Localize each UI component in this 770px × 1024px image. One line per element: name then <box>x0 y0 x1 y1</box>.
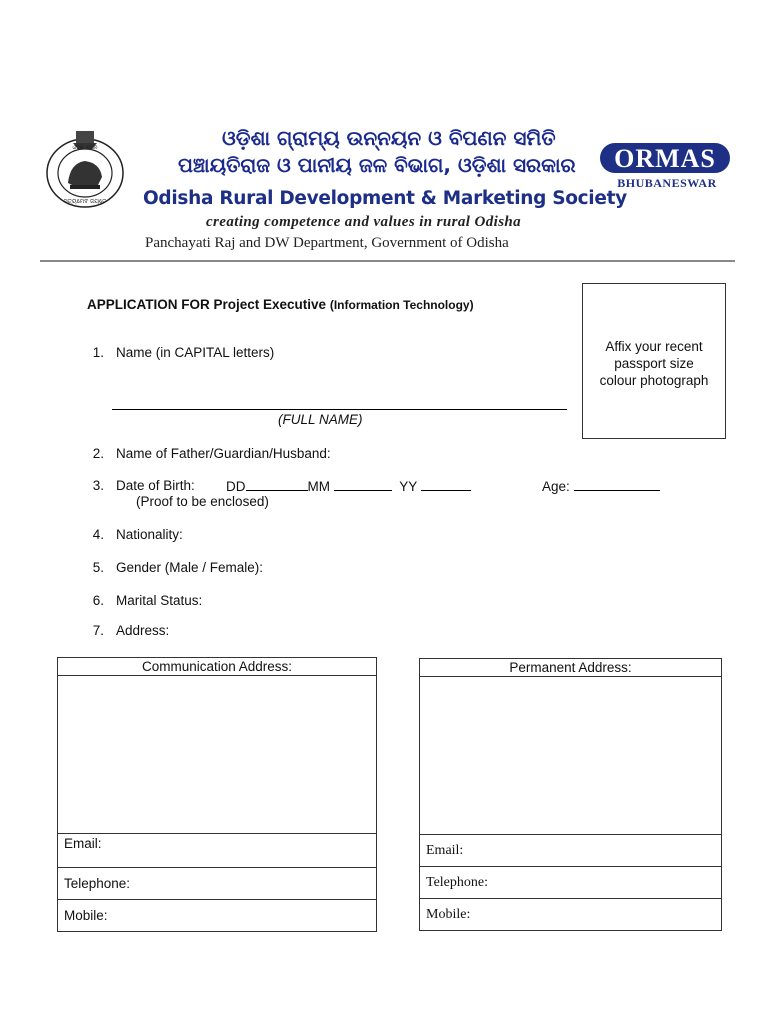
proof-note: (Proof to be enclosed) <box>136 494 269 509</box>
ormas-logo-sub: BHUBANESWAR <box>617 176 717 190</box>
permanent-mobile[interactable]: Mobile: <box>420 899 722 931</box>
age-label: Age: <box>542 479 570 494</box>
communication-address-heading: Communication Address: <box>58 658 377 676</box>
permanent-telephone[interactable]: Telephone: <box>420 867 722 899</box>
field-dob-label: Date of Birth: <box>116 478 195 493</box>
odisha-emblem <box>40 127 130 209</box>
form-title-main: APPLICATION FOR Project Executive <box>87 297 327 312</box>
communication-mobile[interactable]: Mobile: <box>58 900 377 932</box>
age-blank[interactable] <box>574 478 660 491</box>
odia-title-line1: ଓଡ଼ିଶା ଗ୍ରାମ୍ୟ ଉନ୍ନୟନ ଓ ବିପଣନ ସମିତି <box>222 126 556 150</box>
age-field <box>542 478 660 494</box>
department-line: Panchayati Raj and DW Department, Government of Odisha <box>145 235 509 251</box>
permanent-address-box[interactable] <box>420 677 722 835</box>
dob-dd-blank[interactable] <box>246 478 308 491</box>
communication-telephone[interactable]: Telephone: <box>58 868 377 900</box>
form-title <box>87 297 474 312</box>
permanent-address-table <box>419 658 722 931</box>
org-name: Odisha Rural Development & Marketing Society <box>143 188 627 209</box>
field-number-3: 3. <box>92 478 104 493</box>
form-title-sub: (Information Technology) <box>329 298 474 312</box>
odia-title-line2: ପଞ୍ଚାୟତିରାଜ ଓ ପାନୀୟ ଜଳ ବିଭାଗ, ଓଡ଼ିଶା ସରକାର <box>178 153 576 177</box>
field-name-label: Name (in CAPITAL letters) <box>116 345 275 360</box>
communication-address-table <box>57 657 377 932</box>
communication-email[interactable]: Email: <box>58 834 377 868</box>
field-number-4: 4. <box>92 527 104 542</box>
full-name-caption: (FULL NAME) <box>278 412 363 427</box>
field-marital-label: Marital Status: <box>116 593 203 608</box>
ormas-logo: ORMAS <box>600 143 730 173</box>
full-name-line[interactable] <box>112 409 567 410</box>
field-gender-label: Gender (Male / Female): <box>116 560 264 575</box>
tagline: creating competence and values in rural Odisha <box>206 214 522 230</box>
dob-mm-label: MM <box>307 479 330 494</box>
field-father-label: Name of Father/Guardian/Husband: <box>116 446 331 461</box>
field-number-1: 1. <box>92 345 104 360</box>
emblem-text-top: ଓଡ଼ିଶା ଶାସନ <box>72 145 98 151</box>
emblem-text-bottom: ସତ୍ୟମେବ ଜୟତେ <box>63 199 107 205</box>
photo-box-label: Affix your recent passport size colour photograph <box>599 339 709 388</box>
communication-address-box[interactable] <box>58 676 377 834</box>
dob-row <box>226 478 471 494</box>
dob-yy-label: YY <box>399 479 418 494</box>
dob-yy-blank[interactable] <box>421 478 471 491</box>
field-number-6: 6. <box>92 593 104 608</box>
field-number-2: 2. <box>92 446 104 461</box>
field-address-label: Address: <box>116 623 170 638</box>
header-divider <box>40 260 735 262</box>
field-number-5: 5. <box>92 560 104 575</box>
dob-mm-blank[interactable] <box>334 478 392 491</box>
permanent-address-heading: Permanent Address: <box>420 659 722 677</box>
dob-dd-label: DD <box>226 479 246 494</box>
field-nationality-label: Nationality: <box>116 527 183 542</box>
field-number-7: 7. <box>92 623 104 638</box>
permanent-email[interactable]: Email: <box>420 835 722 867</box>
